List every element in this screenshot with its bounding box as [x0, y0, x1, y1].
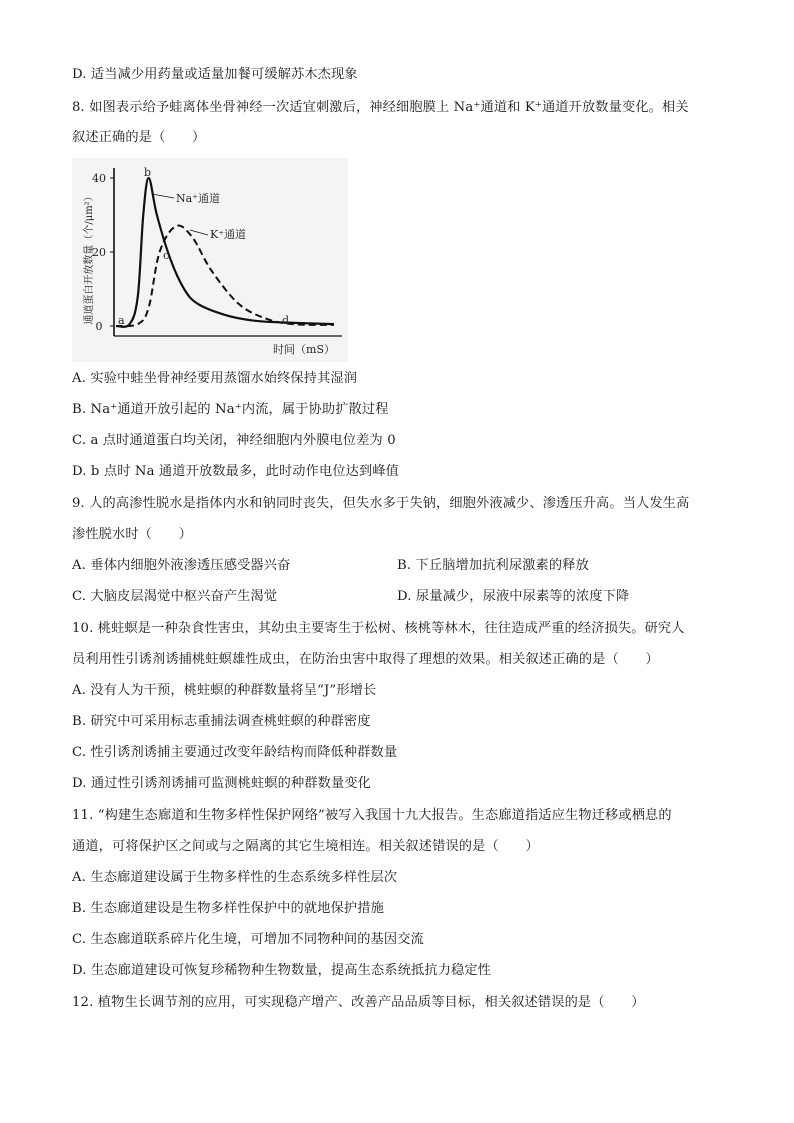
q11-stem-line1: 11. “构建生态廊道和生物多样性保护网络”被写入我国十九大报告。生态廊道指适应生物迁移或栖息的	[72, 808, 672, 823]
q9-option-b: B. 下丘脑增加抗利尿激素的释放	[397, 558, 589, 573]
ion-channel-chart	[72, 158, 348, 362]
q12-stem-line1: 12. 植物生长调节剂的应用，可实现稳产增产、改善产品品质等目标，相关叙述错误的是（ ）	[72, 995, 645, 1010]
q10-stem-line2: 员利用性引诱剂诱捕桃蛀螟雄性成虫，在防治虫害中取得了理想的效果。相关叙述正确的是（ ）	[72, 652, 659, 667]
q10-option-d: D. 通过性引诱剂诱捕可监测桃蛀螟的种群数量变化	[72, 776, 372, 791]
y-tick-label-20: 20	[92, 246, 106, 259]
y-tick-label-0: 0	[95, 320, 103, 333]
q10-option-c: C. 性引诱剂诱捕主要通过改变年龄结构而降低种群数量	[72, 745, 398, 760]
na-channel-label: Na⁺通道	[176, 192, 220, 205]
y-axis-label: 通道蛋白开放数量（个/μm²）	[84, 191, 95, 325]
q8-option-d: D. b 点时 Na 通道开放数最多，此时动作电位达到峰值	[72, 464, 400, 479]
q11-option-a: A. 生态廊道建设属于生物多样性的生态系统多样性层次	[72, 870, 398, 885]
q9-option-d: D. 尿量减少，尿液中尿素等的浓度下降	[397, 589, 630, 604]
point-a-label: a	[118, 314, 125, 327]
q8-option-a: A. 实验中蛙坐骨神经要用蒸馏水始终保持其湿润	[72, 371, 358, 386]
q8-option-b: B. Na⁺通道开放引起的 Na⁺内流，属于协助扩散过程	[72, 402, 389, 417]
q10-option-a: A. 没有人为干预，桃蛀螟的种群数量将呈“J”形增长	[72, 683, 377, 698]
k-channel-label: K⁺通道	[210, 228, 247, 241]
q11-option-c: C. 生态廊道联系碎片化生境，可增加不同物种间的基因交流	[72, 932, 424, 947]
q11-option-b: B. 生态廊道建设是生物多样性保护中的就地保护措施	[72, 901, 384, 916]
x-axis-label: 时间（mS）	[273, 343, 335, 356]
q8-stem-line2: 叙述正确的是（ ）	[72, 130, 206, 145]
y-tick-label-40: 40	[92, 172, 106, 185]
point-c-label: c	[163, 249, 170, 262]
q8-option-c: C. a 点时通道蛋白均关闭，神经细胞内外膜电位差为 0	[72, 433, 396, 448]
q9-stem-line2: 渗性脱水时（ ）	[72, 527, 193, 542]
q8-stem-line1: 8. 如图表示给予蛙离体坐骨神经一次适宜刺激后，神经细胞膜上 Na⁺通道和 K⁺通道开放数量变化。相关	[72, 100, 689, 115]
point-b-label: b	[144, 166, 152, 179]
q7-option-d: D. 适当减少用药量或适量加餐可缓解苏木杰现象	[72, 67, 358, 82]
q10-option-b: B. 研究中可采用标志重捕法调查桃蛀螟的种群密度	[72, 714, 371, 729]
ion-channel-figure	[72, 158, 348, 362]
q9-option-a: A. 垂体内细胞外液渗透压感受器兴奋	[72, 558, 291, 573]
q9-stem-line1: 9. 人的高渗性脱水是指体内水和钠同时丧失，但失水多于失钠，细胞外液减少、渗透压升高。当人发生高	[72, 496, 690, 511]
q11-option-d: D. 生态廊道建设可恢复珍稀物种生物数量，提高生态系统抵抗力稳定性	[72, 963, 492, 978]
point-d-label: d	[282, 314, 290, 327]
q10-stem-line1: 10. 桃蛀螟是一种杂食性害虫，其幼虫主要寄生于松树、核桃等林木，往往造成严重的经济损失。研究人	[72, 621, 685, 636]
q11-stem-line2: 通道，可将保护区之间或与之隔离的其它生境相连。相关叙述错误的是（ ）	[72, 839, 539, 854]
q9-option-c: C. 大脑皮层渴觉中枢兴奋产生渴觉	[72, 589, 278, 604]
